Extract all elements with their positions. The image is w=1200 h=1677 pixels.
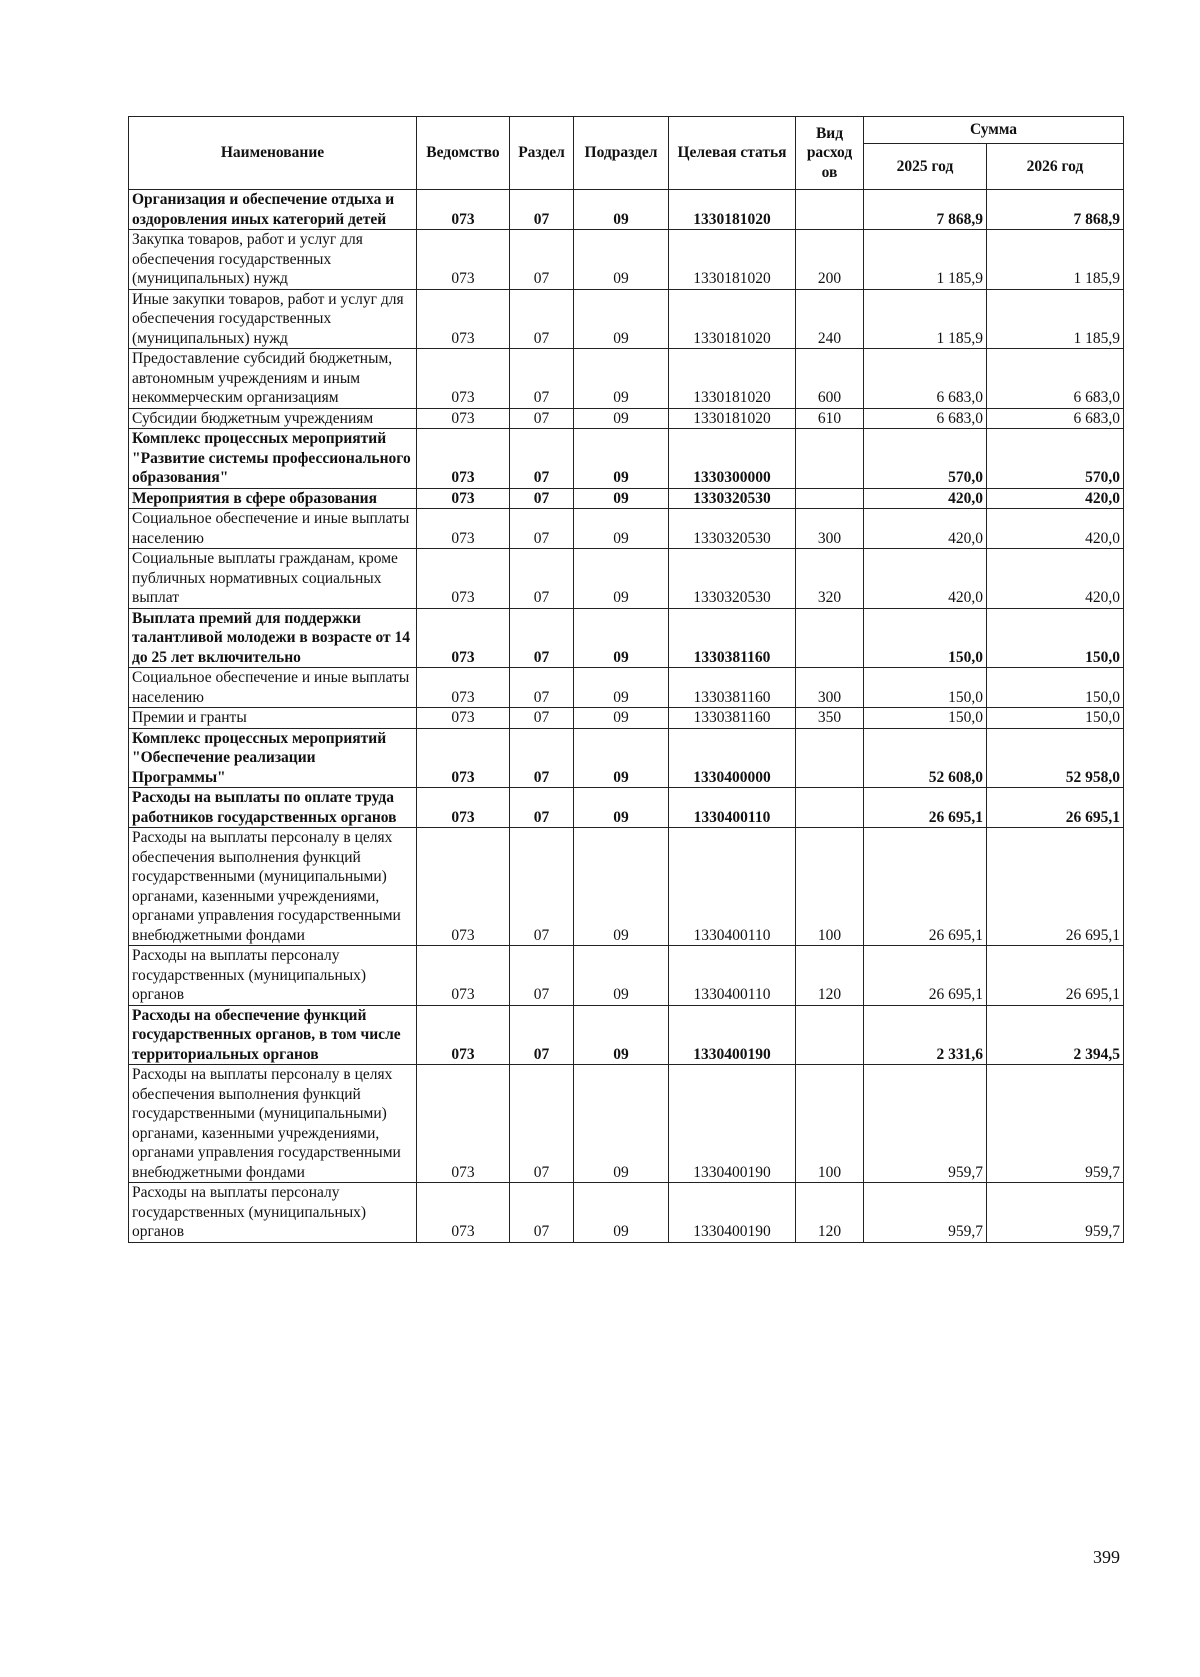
table-row	[129, 509, 1124, 549]
row-name: Расходы на выплаты персоналу в целях обеспечения выполнения функций государственными (муниципальными) органами, казенными учреждениями, органами управления государственными внебюджетными фондами	[129, 828, 417, 946]
table-row	[129, 1065, 1124, 1183]
row-subsection: 09	[574, 608, 669, 668]
table-body	[129, 190, 1124, 1243]
row-subsection: 09	[574, 190, 669, 230]
row-sum-2025: 52 608,0	[864, 728, 987, 788]
table-row	[129, 1183, 1124, 1243]
row-sum-2025: 959,7	[864, 1183, 987, 1243]
table-row	[129, 190, 1124, 230]
table-row	[129, 828, 1124, 946]
row-name: Социальное обеспечение и иные выплаты населению	[129, 668, 417, 708]
row-name: Расходы на выплаты персоналу в целях обеспечения выполнения функций государственными (муниципальными) органами, казенными учреждениями, органами управления государственными внебюджетными фондами	[129, 1065, 417, 1183]
header-year-2026: 2026 год	[987, 144, 1124, 190]
row-expense-type: 320	[796, 549, 864, 609]
row-target-article: 1330400190	[669, 1183, 796, 1243]
row-subsection: 09	[574, 1005, 669, 1065]
row-sum-2025: 6 683,0	[864, 349, 987, 409]
row-section: 07	[510, 828, 574, 946]
row-sum-2025: 26 695,1	[864, 788, 987, 828]
row-department: 073	[417, 788, 510, 828]
row-expense-type: 240	[796, 289, 864, 349]
row-name: Премии и гранты	[129, 708, 417, 729]
row-section: 07	[510, 608, 574, 668]
row-section: 07	[510, 788, 574, 828]
row-sum-2026: 959,7	[987, 1065, 1124, 1183]
row-sum-2025: 420,0	[864, 488, 987, 509]
row-expense-type	[796, 488, 864, 509]
row-subsection: 09	[574, 728, 669, 788]
row-subsection: 09	[574, 788, 669, 828]
row-sum-2025: 420,0	[864, 509, 987, 549]
row-name: Комплекс процессных мероприятий "Обеспечение реализации Программы"	[129, 728, 417, 788]
row-department: 073	[417, 509, 510, 549]
row-department: 073	[417, 608, 510, 668]
row-target-article: 1330181020	[669, 289, 796, 349]
row-section: 07	[510, 488, 574, 509]
row-target-article: 1330400110	[669, 788, 796, 828]
row-subsection: 09	[574, 289, 669, 349]
row-sum-2025: 150,0	[864, 608, 987, 668]
row-section: 07	[510, 946, 574, 1006]
row-name: Организация и обеспечение отдыха и оздоровления иных категорий детей	[129, 190, 417, 230]
row-sum-2025: 570,0	[864, 429, 987, 489]
row-sum-2026: 26 695,1	[987, 828, 1124, 946]
row-name: Иные закупки товаров, работ и услуг для обеспечения государственных (муниципальных) нужд	[129, 289, 417, 349]
row-department: 073	[417, 190, 510, 230]
row-target-article: 1330400190	[669, 1005, 796, 1065]
row-name: Социальные выплаты гражданам, кроме публичных нормативных социальных выплат	[129, 549, 417, 609]
row-target-article: 1330381160	[669, 708, 796, 729]
row-sum-2025: 420,0	[864, 549, 987, 609]
row-expense-type: 600	[796, 349, 864, 409]
row-expense-type: 350	[796, 708, 864, 729]
row-section: 07	[510, 668, 574, 708]
row-target-article: 1330400110	[669, 828, 796, 946]
row-sum-2026: 1 185,9	[987, 230, 1124, 290]
row-subsection: 09	[574, 1065, 669, 1183]
row-subsection: 09	[574, 1183, 669, 1243]
header-name: Наименование	[129, 117, 417, 190]
row-name: Закупка товаров, работ и услуг для обеспечения государственных (муниципальных) нужд	[129, 230, 417, 290]
row-subsection: 09	[574, 429, 669, 489]
row-department: 073	[417, 289, 510, 349]
table-row	[129, 349, 1124, 409]
row-target-article: 1330320530	[669, 549, 796, 609]
table-row	[129, 1005, 1124, 1065]
row-section: 07	[510, 1065, 574, 1183]
row-sum-2026: 2 394,5	[987, 1005, 1124, 1065]
row-name: Расходы на обеспечение функций государственных органов, в том числе территориальных органов	[129, 1005, 417, 1065]
row-expense-type	[796, 429, 864, 489]
table-row	[129, 946, 1124, 1006]
row-sum-2026: 1 185,9	[987, 289, 1124, 349]
row-section: 07	[510, 230, 574, 290]
row-department: 073	[417, 488, 510, 509]
row-name: Расходы на выплаты персоналу государственных (муниципальных) органов	[129, 1183, 417, 1243]
row-name: Субсидии бюджетным учреждениям	[129, 408, 417, 429]
row-section: 07	[510, 1183, 574, 1243]
row-expense-type	[796, 1005, 864, 1065]
row-sum-2026: 150,0	[987, 708, 1124, 729]
header-subsection: Подраздел	[574, 117, 669, 190]
table-row	[129, 728, 1124, 788]
row-section: 07	[510, 549, 574, 609]
row-sum-2026: 959,7	[987, 1183, 1124, 1243]
row-sum-2025: 1 185,9	[864, 289, 987, 349]
row-department: 073	[417, 429, 510, 489]
header-expense-type: Вид расход ов	[796, 117, 864, 190]
table-row	[129, 408, 1124, 429]
row-section: 07	[510, 708, 574, 729]
row-sum-2026: 7 868,9	[987, 190, 1124, 230]
row-department: 073	[417, 549, 510, 609]
row-sum-2026: 26 695,1	[987, 788, 1124, 828]
row-target-article: 1330181020	[669, 190, 796, 230]
row-name: Социальное обеспечение и иные выплаты населению	[129, 509, 417, 549]
row-expense-type: 120	[796, 946, 864, 1006]
row-section: 07	[510, 728, 574, 788]
row-target-article: 1330381160	[669, 668, 796, 708]
row-name: Предоставление субсидий бюджетным, автономным учреждениям и иным некоммерческим организациям	[129, 349, 417, 409]
row-sum-2026: 420,0	[987, 549, 1124, 609]
row-department: 073	[417, 728, 510, 788]
row-target-article: 1330400110	[669, 946, 796, 1006]
row-department: 073	[417, 946, 510, 1006]
row-name: Комплекс процессных мероприятий "Развитие системы профессионального образования"	[129, 429, 417, 489]
row-expense-type	[796, 608, 864, 668]
row-expense-type	[796, 788, 864, 828]
row-sum-2025: 1 185,9	[864, 230, 987, 290]
row-department: 073	[417, 708, 510, 729]
row-subsection: 09	[574, 549, 669, 609]
row-sum-2026: 6 683,0	[987, 349, 1124, 409]
row-department: 073	[417, 230, 510, 290]
row-expense-type	[796, 190, 864, 230]
table-row	[129, 668, 1124, 708]
row-target-article: 1330381160	[669, 608, 796, 668]
table-row	[129, 289, 1124, 349]
row-target-article: 1330320530	[669, 509, 796, 549]
header-target-article: Целевая статья	[669, 117, 796, 190]
row-expense-type: 200	[796, 230, 864, 290]
header-year-2025: 2025 год	[864, 144, 987, 190]
row-sum-2025: 150,0	[864, 668, 987, 708]
row-subsection: 09	[574, 349, 669, 409]
budget-table	[128, 116, 1124, 1243]
row-subsection: 09	[574, 509, 669, 549]
page-number: 399	[1093, 1547, 1120, 1567]
row-department: 073	[417, 408, 510, 429]
row-expense-type: 120	[796, 1183, 864, 1243]
row-subsection: 09	[574, 828, 669, 946]
row-sum-2025: 7 868,9	[864, 190, 987, 230]
row-target-article: 1330181020	[669, 230, 796, 290]
row-sum-2025: 959,7	[864, 1065, 987, 1183]
row-section: 07	[510, 509, 574, 549]
row-subsection: 09	[574, 708, 669, 729]
row-subsection: 09	[574, 668, 669, 708]
row-subsection: 09	[574, 408, 669, 429]
row-expense-type	[796, 728, 864, 788]
row-section: 07	[510, 289, 574, 349]
row-department: 073	[417, 1183, 510, 1243]
row-target-article: 1330181020	[669, 349, 796, 409]
header-section: Раздел	[510, 117, 574, 190]
row-sum-2026: 6 683,0	[987, 408, 1124, 429]
table-row	[129, 429, 1124, 489]
row-sum-2026: 570,0	[987, 429, 1124, 489]
row-subsection: 09	[574, 488, 669, 509]
row-expense-type: 100	[796, 828, 864, 946]
header-department: Ведомство	[417, 117, 510, 190]
row-section: 07	[510, 408, 574, 429]
row-department: 073	[417, 1005, 510, 1065]
row-sum-2026: 420,0	[987, 509, 1124, 549]
row-expense-type: 300	[796, 668, 864, 708]
row-department: 073	[417, 1065, 510, 1183]
row-subsection: 09	[574, 946, 669, 1006]
table-row	[129, 549, 1124, 609]
row-sum-2025: 2 331,6	[864, 1005, 987, 1065]
table-row	[129, 488, 1124, 509]
row-expense-type: 300	[796, 509, 864, 549]
row-sum-2026: 52 958,0	[987, 728, 1124, 788]
row-name: Расходы на выплаты персоналу государственных (муниципальных) органов	[129, 946, 417, 1006]
table-row	[129, 788, 1124, 828]
row-sum-2025: 150,0	[864, 708, 987, 729]
row-subsection: 09	[574, 230, 669, 290]
row-department: 073	[417, 828, 510, 946]
row-target-article: 1330181020	[669, 408, 796, 429]
row-section: 07	[510, 1005, 574, 1065]
row-target-article: 1330400190	[669, 1065, 796, 1183]
row-sum-2026: 150,0	[987, 668, 1124, 708]
row-sum-2025: 6 683,0	[864, 408, 987, 429]
row-sum-2025: 26 695,1	[864, 946, 987, 1006]
row-target-article: 1330300000	[669, 429, 796, 489]
row-section: 07	[510, 349, 574, 409]
row-department: 073	[417, 668, 510, 708]
row-sum-2026: 420,0	[987, 488, 1124, 509]
row-section: 07	[510, 190, 574, 230]
row-target-article: 1330400000	[669, 728, 796, 788]
table-row	[129, 230, 1124, 290]
row-name: Расходы на выплаты по оплате труда работников государственных органов	[129, 788, 417, 828]
row-department: 073	[417, 349, 510, 409]
row-sum-2025: 26 695,1	[864, 828, 987, 946]
row-section: 07	[510, 429, 574, 489]
row-sum-2026: 26 695,1	[987, 946, 1124, 1006]
row-expense-type: 100	[796, 1065, 864, 1183]
row-name: Мероприятия в сфере образования	[129, 488, 417, 509]
header-sum: Сумма	[864, 117, 1124, 144]
row-expense-type: 610	[796, 408, 864, 429]
row-target-article: 1330320530	[669, 488, 796, 509]
table-row	[129, 608, 1124, 668]
row-name: Выплата премий для поддержки талантливой молодежи в возрасте от 14 до 25 лет включительно	[129, 608, 417, 668]
table-row	[129, 708, 1124, 729]
row-sum-2026: 150,0	[987, 608, 1124, 668]
